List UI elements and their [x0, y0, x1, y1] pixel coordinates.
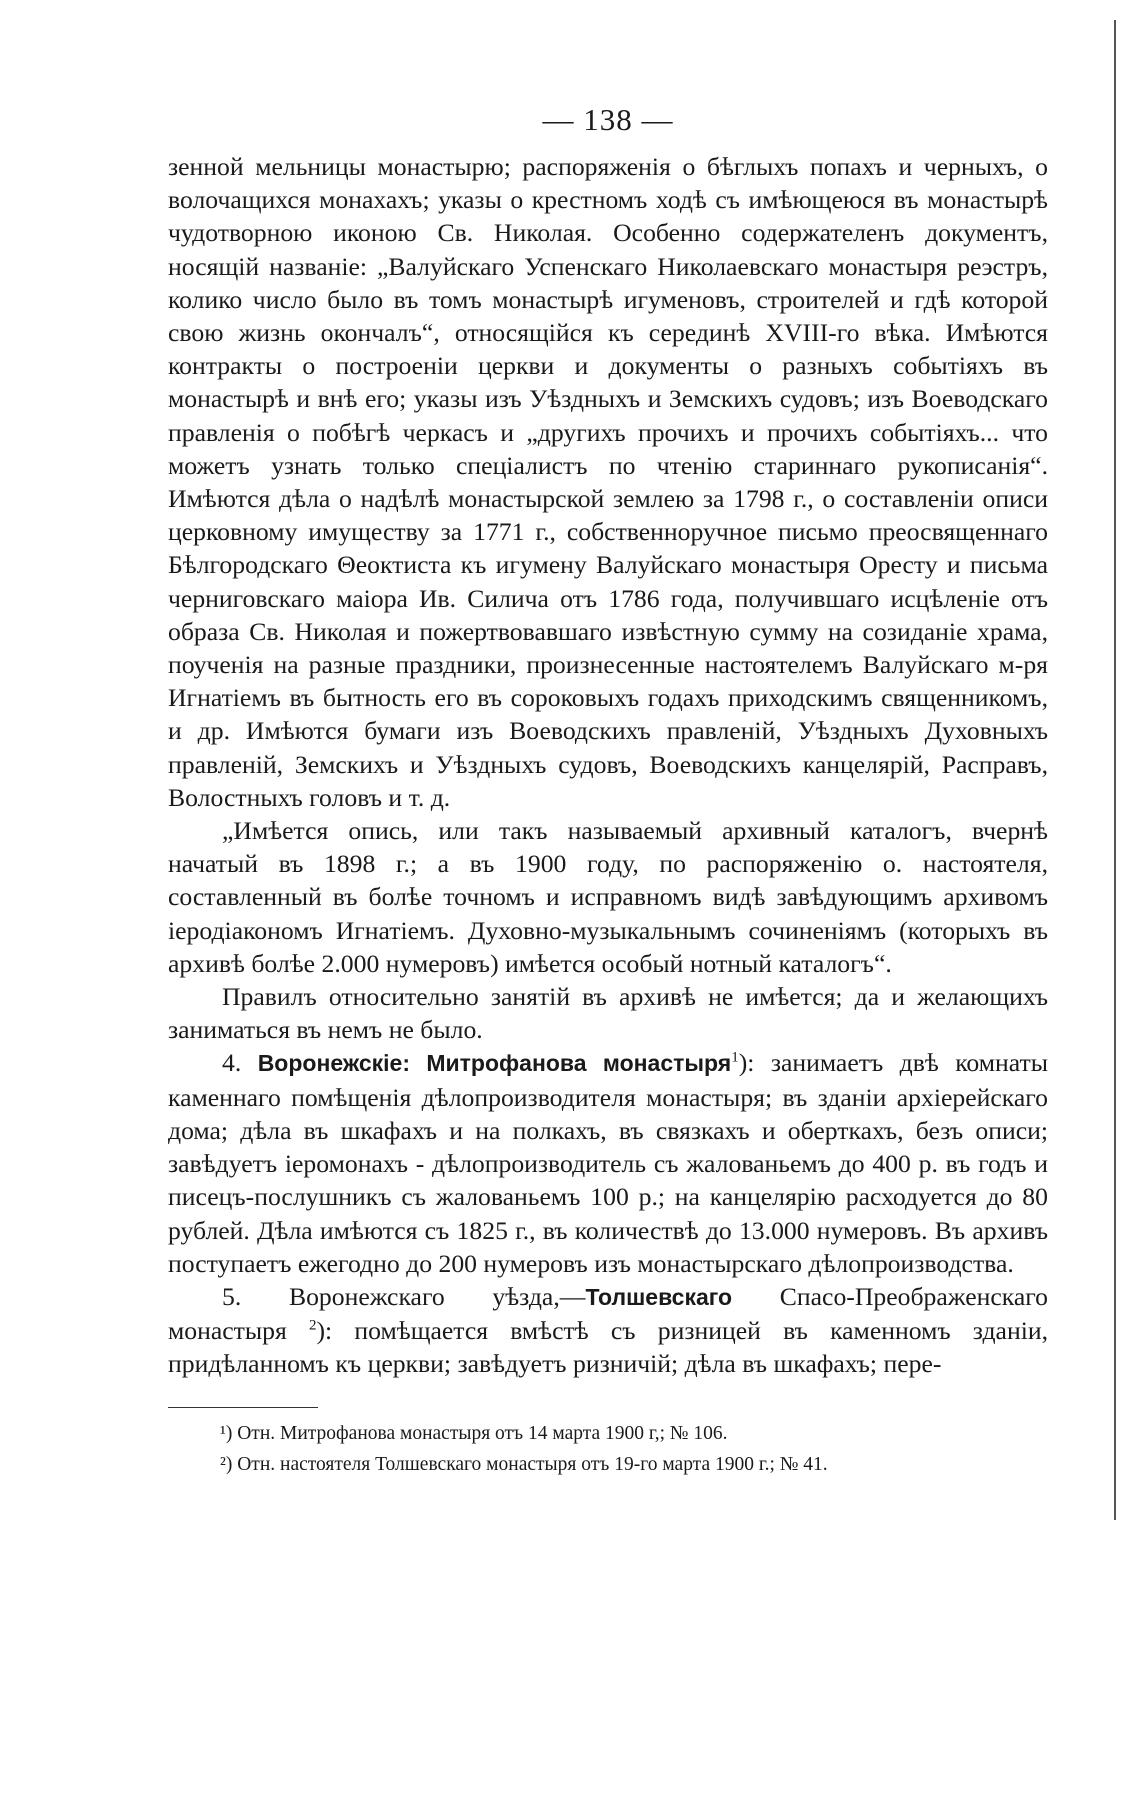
footnotes	[168, 1418, 1048, 1480]
footnote-1: ¹) Отн. Митрофанова монастыря отъ 14 марта 1900 г,; № 106.	[220, 1422, 728, 1444]
item-5-middle: Спасо-Преображенскаго монастыря	[168, 1281, 1048, 1346]
item-5-text: ): помѣщается вмѣстѣ съ ризницей въ каменномъ зданіи, придѣланномъ къ церкви; завѣдуетъ ризничій; дѣла въ шкафахъ; пере-	[168, 1316, 1049, 1379]
item-4-title: Воронежскіе: Митрофанова монастыря	[257, 1050, 732, 1077]
paragraph-1: зенной мельницы монастырю; распоряженія о бѣглыхъ попахъ и черныхъ, о волочащихся монахахъ; указы о крестномъ ходѣ съ имѣющеюся въ монастырѣ чудотворною иконою Св. Николая. Особенно содержателенъ документъ, носящій названіе: „Валуйскаго Успенскаго Николаевскаго монастыря реэстръ, колико число было въ томъ монастырѣ игуменовъ, строителей и гдѣ которой свою жизнь окончалъ“, относящійся къ серединѣ XVIII-го вѣка. Имѣются контракты о построеніи церкви и документы о разныхъ событіяхъ въ монастырѣ и внѣ его; указы изъ Уѣздныхъ и Земскихъ судовъ; изъ Воеводскаго правленія о побѣгѣ черкасъ и „другихъ прочихъ и прочихъ событіяхъ... что можетъ узнать только спеціалистъ по чтенію стариннаго рукописанія“. Имѣются дѣла о надѣлѣ монастырской землею за 1798 г., о составленіи описи церковному имуществу за 1771 г., собственноручное письмо преосвященнаго Бѣлгородскаго Θеоктиста къ игумену Валуйскаго монастыря Оресту и письма черниговскаго маіора Ив. Силича отъ 1786 года, получившаго исцѣленіе отъ образа Св. Николая и пожертвовавшаго извѣстную сумму на созиданіе храма, поученія на разные праздники, произнесенные настоятелемъ Валуйскаго м-ря Игнатіемъ въ бытность его въ сороковыхъ годахъ приходскимъ священникомъ, и др. Имѣются бумаги изъ Воеводскихъ правленій, Уѣздныхъ Духовныхъ правленій, Земскихъ и Уѣздныхъ судовъ, Воеводскихъ канцелярій, Расправъ, Волостныхъ головъ и т. д.	[168, 152, 1048, 812]
item-5-number: 5.	[222, 1281, 242, 1311]
item-5-paragraph	[168, 1280, 1048, 1381]
footnote-2: ²) Отн. настоятеля Толшевскаго монастыря отъ 19-го марта 1900 г.; № 41.	[220, 1453, 828, 1475]
paragraph-2: „Имѣется опись, или такъ называемый архивный каталогъ, вчернѣ начатый въ 1898 г.; а въ 1900 году, по распоряженію о. настоятеля, составленный въ болѣе точномъ и исправномъ видѣ завѣдующимъ архивомъ іеродіакономъ Игнатіемъ. Духовно-музыкальнымъ сочиненіямъ (которыхъ въ архивѣ болѣе 2.000 нумеровъ) имѣется особый нотный каталогъ“.	[168, 816, 1048, 978]
footnote-ref-1: 1	[731, 1049, 739, 1066]
item-5-lead: Воронежскаго уѣзда,—	[288, 1281, 586, 1311]
main-text	[168, 150, 1048, 1381]
item-4-text: ): занимаетъ двѣ комнаты каменнаго помѣщенія дѣлопроизводителя монастыря; въ зданіи архіерейскаго дома; дѣла въ шкафахъ и на полкахъ, въ связкахъ и оберткахъ, безъ описи; завѣдуетъ іеромонахъ - дѣлопроизводитель съ жалованьемъ до 400 р. въ годъ и писецъ-послушникъ съ жалованьемъ 100 р.; на канцелярію расходуется до 80 рублей. Дѣла имѣются съ 1825 г., въ количествѣ до 13.000 нумеровъ. Въ архивъ поступаетъ ежегодно до 200 нумеровъ изъ монастырскаго дѣлопроизводства.	[168, 1048, 1048, 1278]
scan-edge-line	[1114, 20, 1116, 1520]
item-4-paragraph	[168, 1046, 1048, 1279]
footnote-divider	[168, 1407, 318, 1408]
item-4-number: 4.	[222, 1048, 242, 1078]
page-number: — 138 —	[542, 102, 674, 137]
paragraph-3: Правилъ относительно занятій въ архивѣ не имѣется; да и желающихъ заниматься въ немъ не было.	[168, 982, 1048, 1045]
footnote-ref-2: 2	[309, 1317, 317, 1334]
document-page	[168, 100, 1048, 1480]
item-5-title: Толшевскаго	[585, 1283, 733, 1310]
